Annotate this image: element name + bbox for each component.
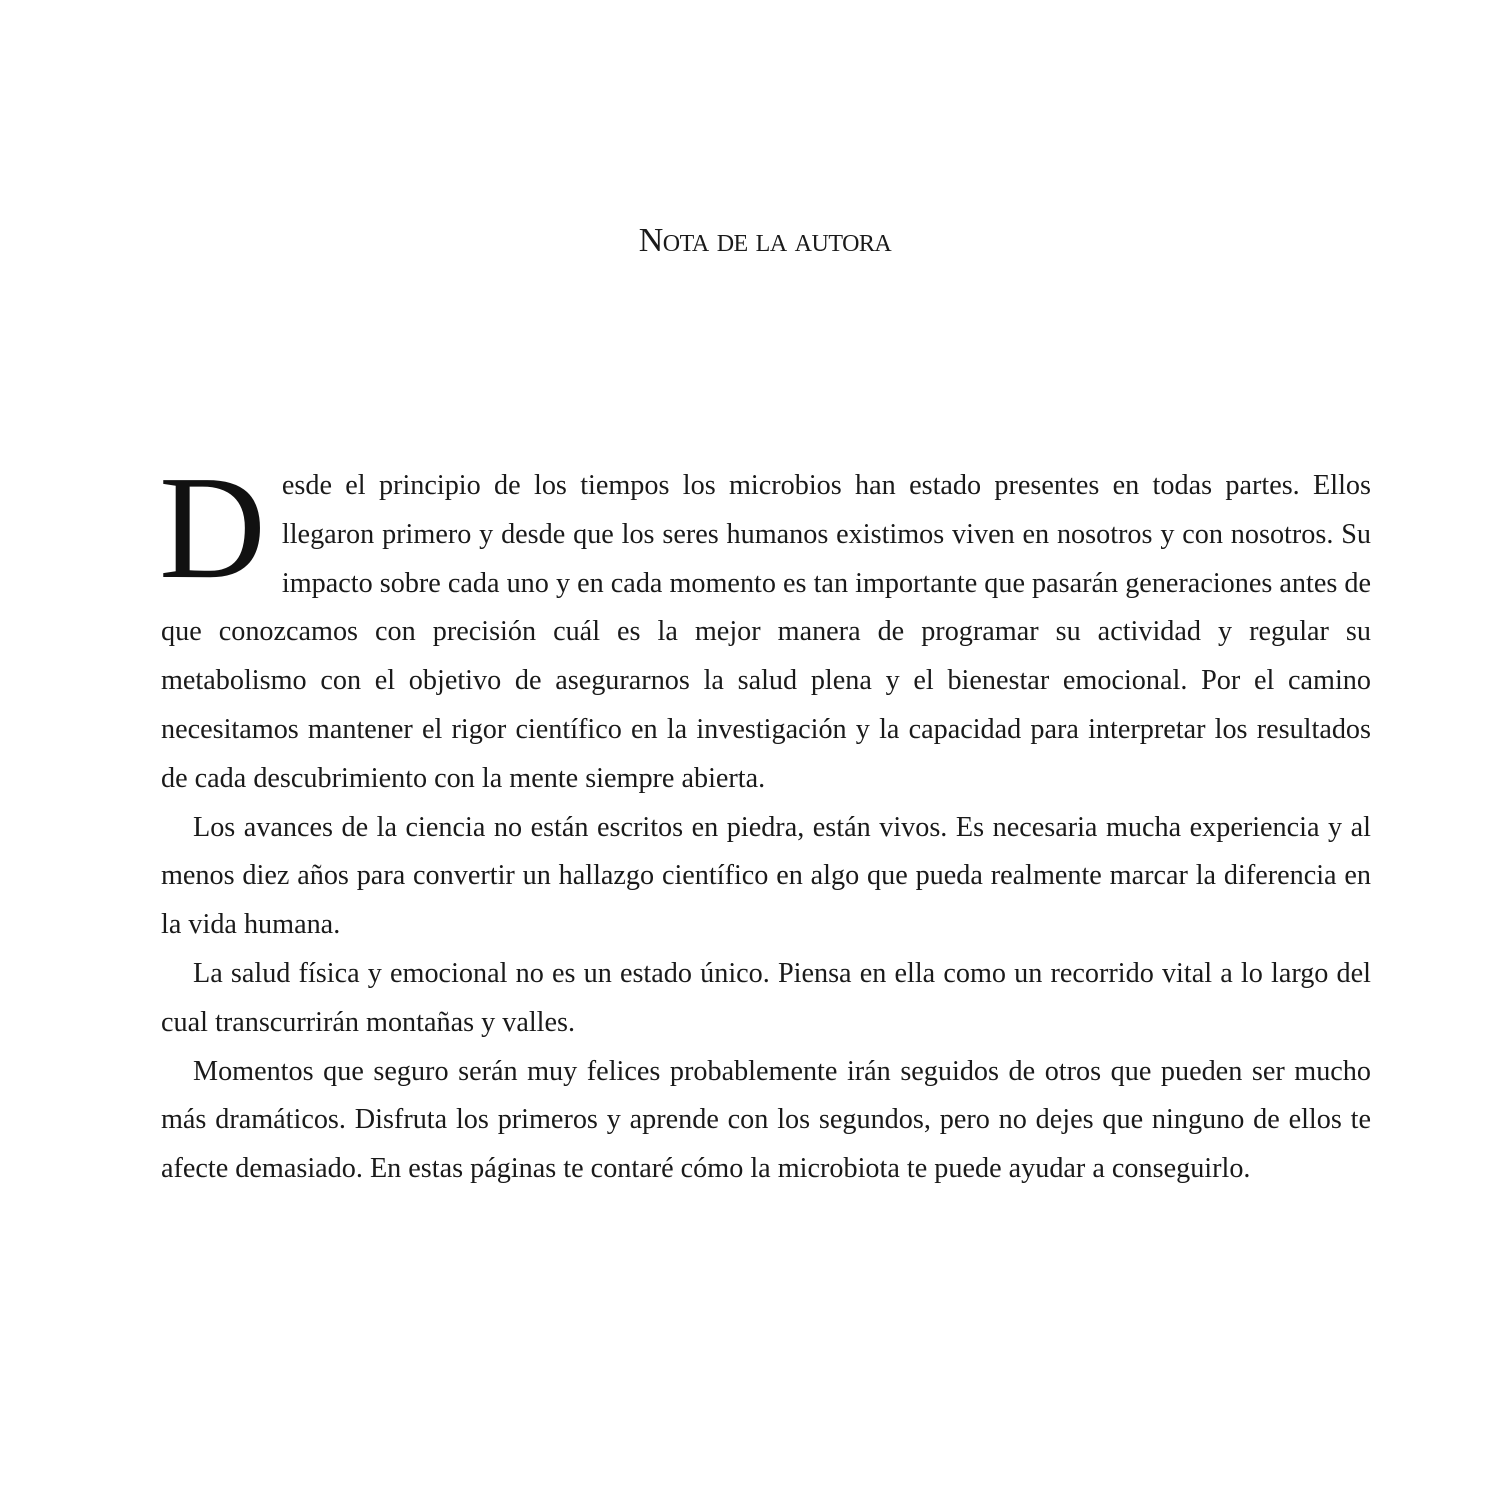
chapter-title: Nota de la autora [638, 222, 892, 259]
paragraph-1-text: esde el principio de los tiempos los microbios han estado presentes en todas partes. Ellos llegaron primero y desde que los seres humanos existimos viven en nosotros y con nosotros. Su impacto sobre cada uno y en cada momento es tan importante que pasarán generaciones antes de que conozcamos con precisión cuál es la mejor manera de programar su actividad y regular su metabolismo con el objetivo de asegurarnos la salud plena y el bienestar emocional. Por el camino necesitamos mantener el rigor científico en la investigación y la capacidad para interpretar los resultados de cada descubrimiento con la mente siempre abierta. [161, 470, 1371, 794]
paragraph-4: Momentos que seguro serán muy felices probablemente irán seguidos de otros que pueden ser mucho más dramáticos. Disfruta los primeros y aprende con los segundos, pero no dejes que ninguno de ellos te afecte demasiado. En estas páginas te contaré cómo la microbiota te puede ayudar a conseguirlo. [161, 1055, 1371, 1185]
paragraph-1 [159, 446, 1371, 804]
body-text [159, 446, 1371, 1194]
drop-cap: D [159, 446, 266, 610]
paragraph-2: Los avances de la ciencia no están escritos en piedra, están vivos. Es necesaria mucha experiencia y al menos diez años para convertir un hallazgo científico en algo que pueda realmente marcar la diferencia en la vida humana. [161, 811, 1371, 941]
paragraph-3: La salud física y emocional no es un estado único. Piensa en ella como un recorrido vital a lo largo del cual transcurrirán montañas y valles. [161, 957, 1371, 1038]
